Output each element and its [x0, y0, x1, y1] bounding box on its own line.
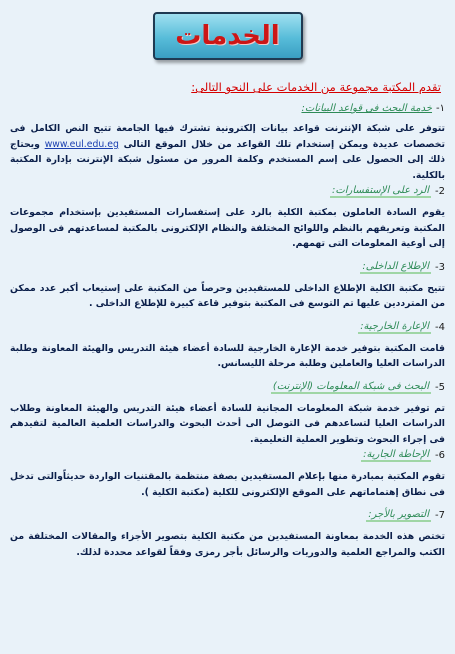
title-banner-wrap — [10, 0, 445, 58]
section-inquiries — [10, 185, 445, 252]
intro-text: تقدم المكتبة مجموعة من الخدمات على النحو التالى: — [191, 80, 441, 94]
title-banner — [153, 12, 303, 60]
section-heading-text: الإطلاع الداخلى: — [362, 260, 430, 272]
section-heading — [10, 321, 445, 334]
section-number: 2- — [435, 186, 445, 197]
section-heading — [10, 185, 445, 198]
section-body: تقوم المكتبة بمبادرة منها بإعلام المستفيدين بصفة منتظمة بالمقتنيات الواردة حديثاًوالتى تدخل فى نطاق إهتماماتهم على الموقع الإلكترونى للكلية (مكتبة الكلية ). — [10, 471, 445, 498]
section-number: 5- — [435, 381, 445, 393]
section-heading-text: الإعارة الخارجية: — [360, 320, 430, 332]
section-heading — [10, 509, 445, 522]
section-body: تختص هذه الخدمة بمعاونة المستفيدين من مكتبة الكلية بتصوير الأجزاء والمقالات المختلفة من الكتب والمراجع العلمية والدوريات والرسائل بأجر رمزى وفقاً لقواعد محددة لذلك. — [10, 531, 445, 558]
section-body: تم توفير خدمة شبكة المعلومات المجانية للسادة أعضاء هيئة التدريس والهيئة المعاونة وطلاب الدراسات العليا لتساعدهم فى التوصل الى أحدث البحوث والدراسات العلمية العالمية لتفيدهم فى إجراء البحوث وتطوير العملية التعليمية. — [10, 402, 445, 445]
section-heading-text: الإحاطة الجارية: — [363, 449, 430, 460]
section-body: تتيح مكتبة الكلية الإطلاع الداخلى للمستفيدين وحرصاً من المكتبة على إستيعاب أكبر عدد ممكن من المترددين عليها تم التوسع فى المكتبة بتوفير قاعة كبيرة للإطلاع الداخلى . — [10, 282, 445, 309]
section-number: ١- — [436, 103, 445, 114]
section-heading-text: التصوير بالأجر: — [368, 509, 430, 520]
section-external-lending — [10, 321, 445, 372]
section-heading — [10, 261, 445, 274]
section-body-text: تتوفر على شبكة الإنترنت قواعد بيانات إلكترونية تشترك فيها الجامعة تتيح النص الكامل فى تخصصات عديدة ويمكن إستخدام تلك القواعد من خلال الموقع التالى — [10, 123, 445, 150]
section-body: يقوم السادة العاملون بمكتبة الكلية بالرد على إستفسارات المستفيدين بإستخدام مجموعات المكتبة وتعريفهم بالنظم واللوائح المختلفة والنظام الإلكترونى بالمكتبة لمساعدتهم فى الوصول إلى أوعية المعلومات التى تهمهم. — [10, 207, 445, 249]
section-database-search — [10, 103, 445, 183]
section-body: قامت المكتبة بتوفير خدمة الإعارة الخارجية للسادة أعضاء هيئة التدريس والهيئة المعاونة وطلبة الدراسات العليا والعاملين وطلبة مرحلة الليسانس. — [10, 342, 445, 369]
section-internal-reading — [10, 261, 445, 312]
section-heading-text: البحث فى شبكة المعلومات (الإنترنت) — [272, 380, 430, 392]
section-number: 4- — [435, 321, 445, 333]
section-heading-text: الرد على الإستفسارات: — [331, 185, 430, 196]
section-heading — [10, 449, 445, 462]
section-internet-search — [10, 381, 445, 448]
section-body — [10, 121, 445, 183]
section-current-awareness — [10, 449, 445, 500]
section-number: 7- — [435, 510, 445, 521]
section-paid-copying — [10, 509, 445, 560]
section-heading-text: خدمة البحث فى قواعد البيانات: — [301, 103, 433, 114]
section-heading — [10, 103, 445, 114]
library-url-link[interactable]: www.eul.edu.eg — [44, 138, 119, 150]
section-body-text-continued: ويحتاج ذلك إلى الحصول على إسم المستخدم وكلمة المرور من مسئول شبكة الإنترنت بإدارة المكتبة بالكلية. — [10, 138, 445, 181]
section-number: 6- — [435, 450, 445, 461]
section-number: 3- — [435, 261, 445, 273]
section-heading — [10, 381, 445, 394]
page-title: الخدمات — [175, 21, 280, 51]
